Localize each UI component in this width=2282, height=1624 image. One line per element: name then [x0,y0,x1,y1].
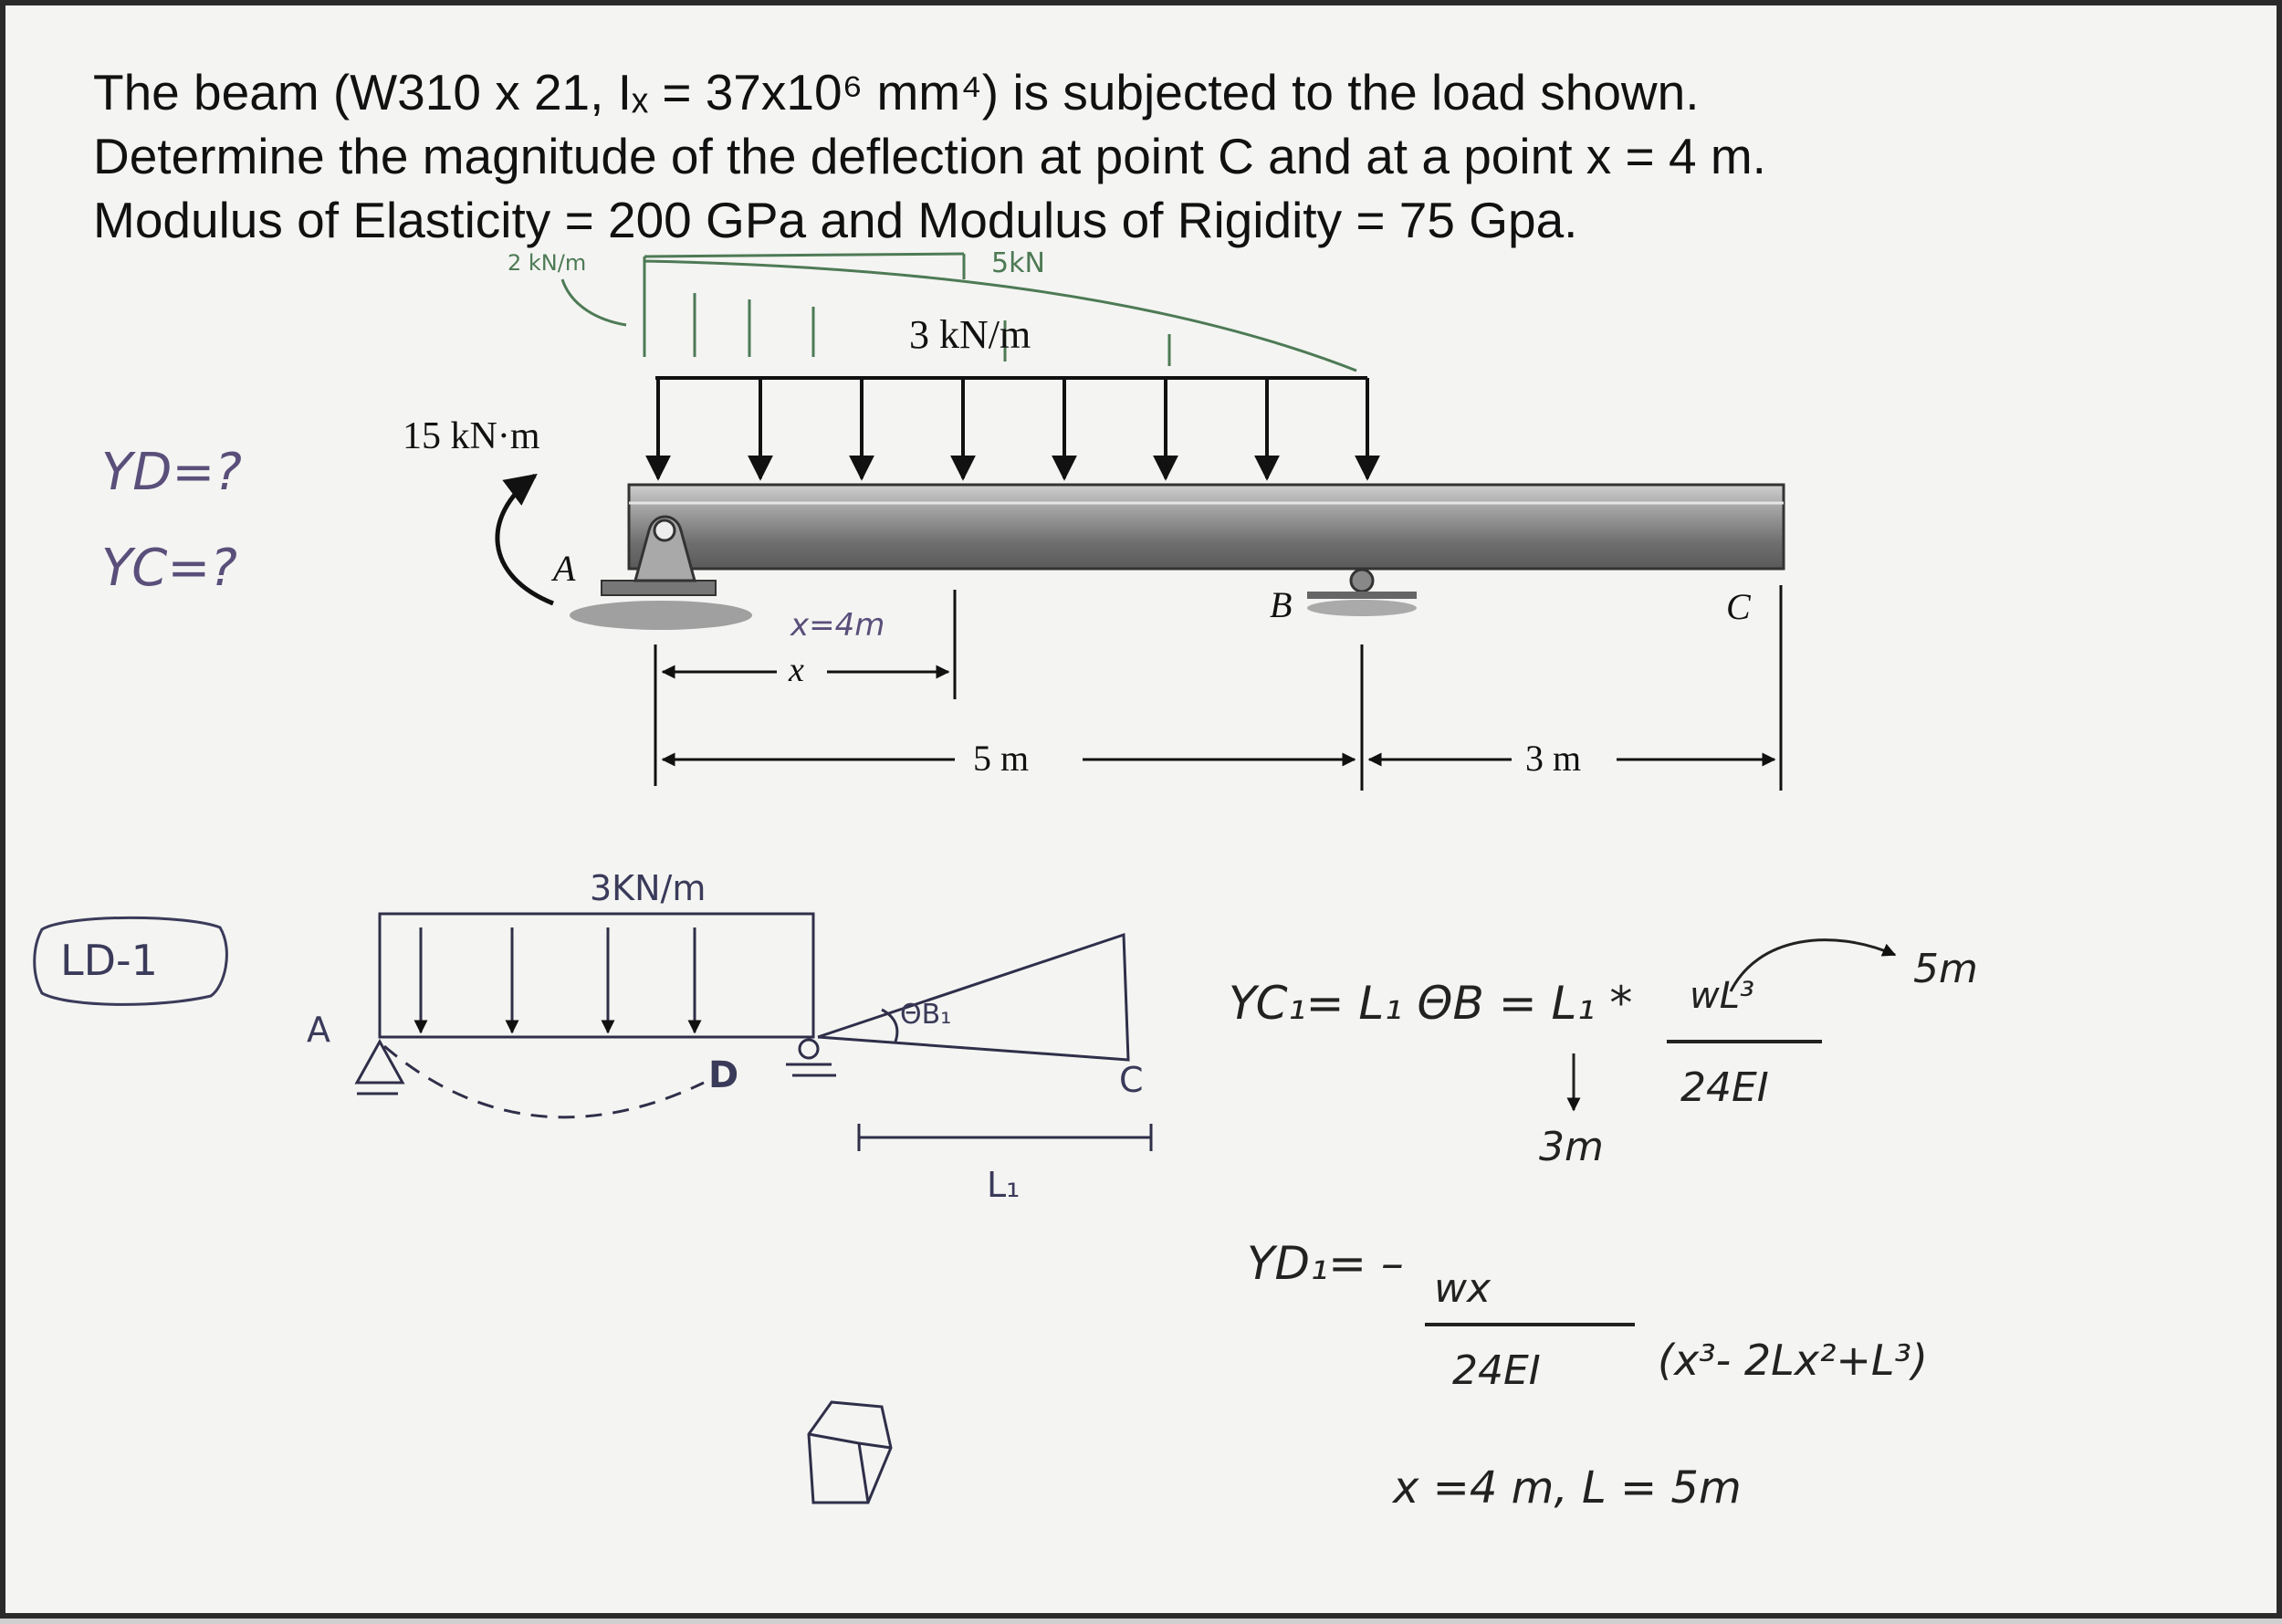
yd-question: YD=? [101,443,242,502]
roller-support-b [1307,570,1417,616]
beam [629,485,1784,569]
ld-sketch [357,914,1151,1503]
beam-diagram [5,5,2282,1624]
ld-tag: LD-1 [60,936,158,985]
dim-bc-label: 3 m [1525,738,1582,779]
eq1-3m: 3m [1539,1124,1604,1170]
top-load-5-note: 5kN [991,247,1045,279]
point-c-label: C [1726,586,1751,627]
eq1-denominator: 24EI [1680,1064,1769,1111]
ld-point-c: C [1119,1060,1144,1100]
ld-point-d: D [708,1054,739,1096]
eq1-curved-arrow [1731,940,1895,991]
moment-arrow [497,476,553,603]
load-label: 3 kN/m [909,312,1031,357]
eq2-left: YD₁= – [1247,1237,1404,1290]
problem-line-1: The beam (W310 x 21, Iₓ = 37x10⁶ mm⁴) is subjected to the load shown. [93,64,1700,120]
problem-line-3: Modulus of Elasticity = 200 GPa and Modulus of Rigidity = 75 Gpa. [93,192,1578,248]
ld-load-label: 3KN/m [590,868,707,908]
point-a-label: A [553,548,576,589]
moment-label: 15 kN·m [403,415,540,457]
distributed-load-arrows [655,378,1367,478]
eq1-left: YC₁= L₁ ΘB = L₁ * [1229,977,1633,1030]
x-equals-note: x=4m [790,607,885,644]
problem-line-2: Determine the magnitude of the deflection at point C and at a point x = 4 m. [93,128,1766,184]
eq2-polynomial: (x³- 2Lx²+L³) [1658,1336,1928,1385]
eq2-numerator: wx [1434,1265,1492,1312]
top-load-2-note: 2 kN/m [508,250,587,276]
eq1-numerator: wL³ [1690,975,1755,1017]
eq2-values: x =4 m, L = 5m [1393,1462,1742,1514]
eq1-5m: 5m [1913,946,1978,992]
ld-theta-label: ΘB₁ [900,999,952,1031]
dim-ab-label: 5 m [973,738,1030,779]
ld-l1-label: L₁ [987,1165,1021,1205]
yc-question: YC=? [101,539,237,598]
eq2-denominator: 24EI [1452,1347,1541,1394]
ld-point-a: A [307,1010,330,1050]
dim-x-label: x [789,651,804,689]
point-b-label: B [1270,584,1293,625]
